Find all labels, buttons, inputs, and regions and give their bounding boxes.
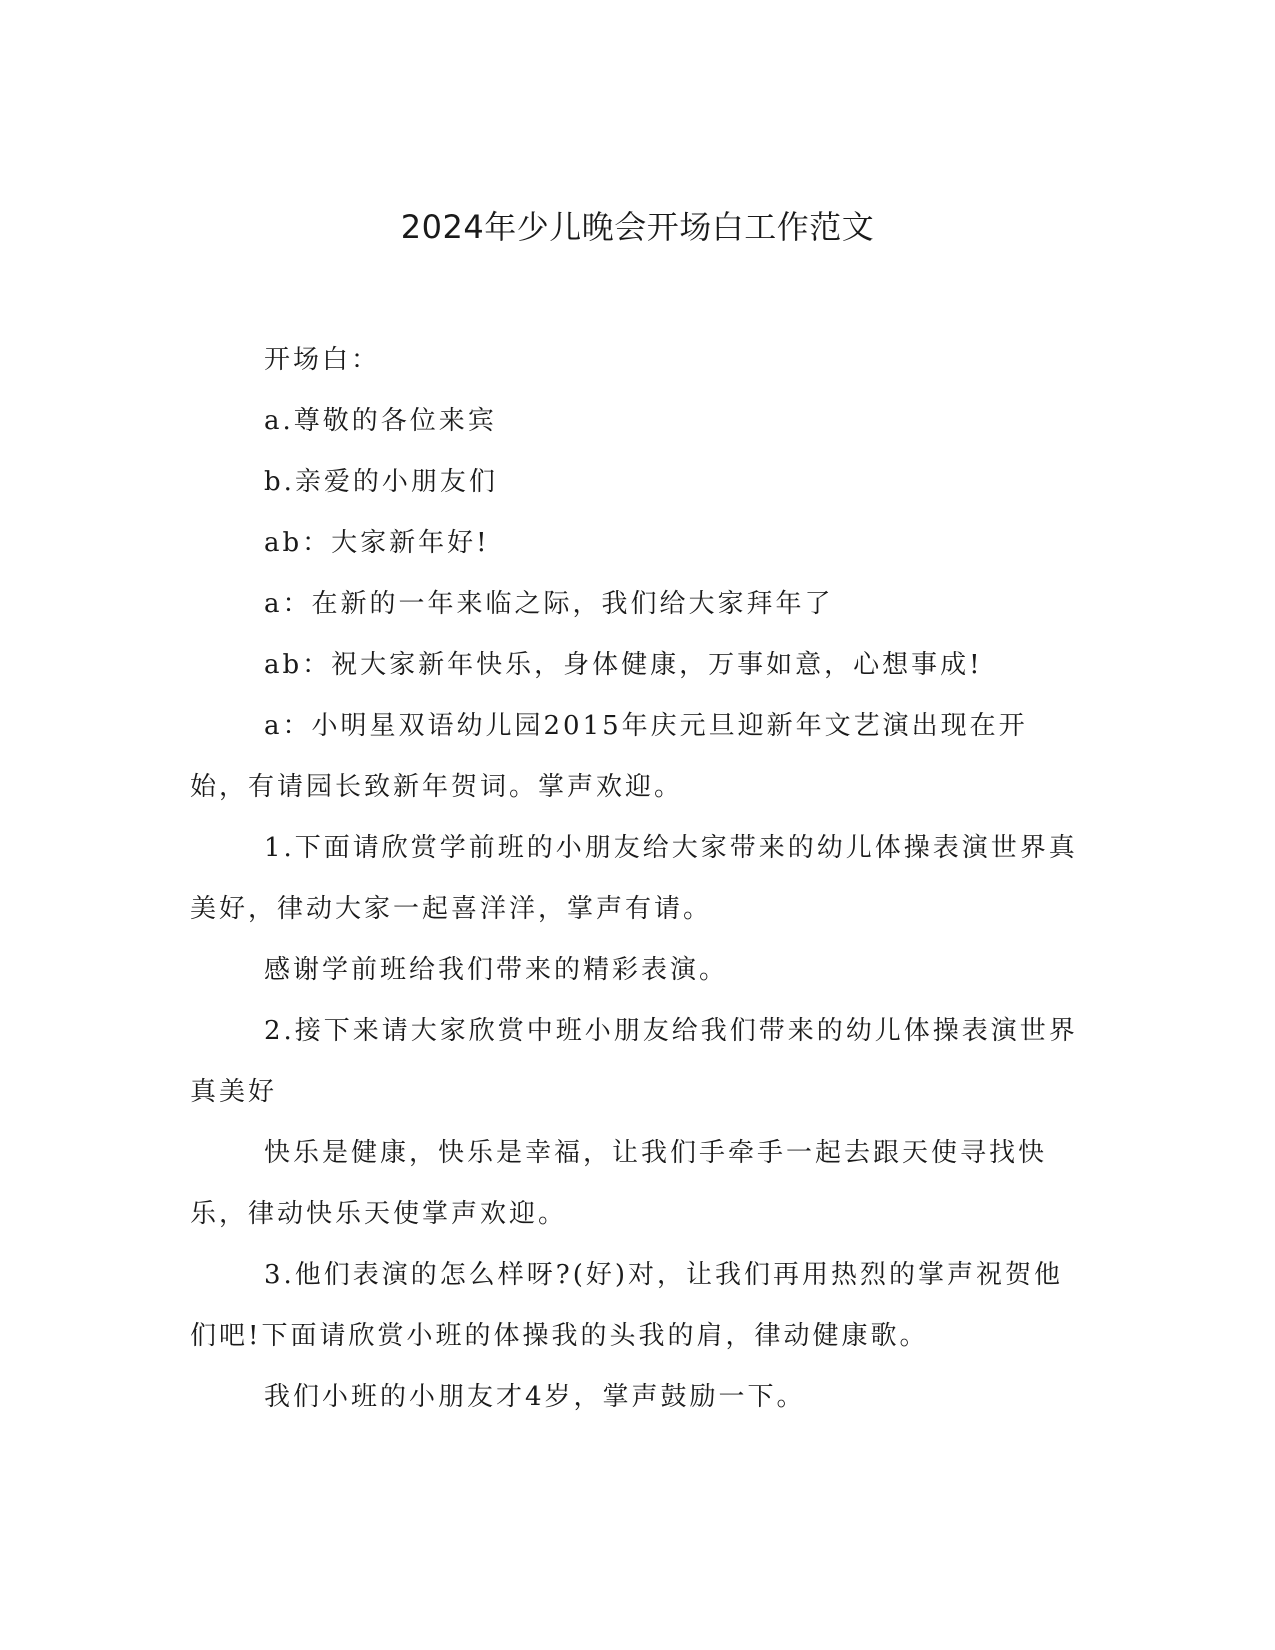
document-body bbox=[190, 330, 1080, 1428]
paragraph-ab-blessing: ab：祝大家新年快乐，身体健康，万事如意，心想事成! bbox=[264, 650, 983, 680]
paragraph-item-1: 1.下面请欣赏学前班的小朋友给大家带来的幼儿体操表演世界真美好，律动大家一起喜洋洋，掌声有请。 bbox=[190, 833, 1078, 924]
paragraph-a-greeting: a.尊敬的各位来宾 bbox=[264, 406, 497, 436]
paragraph-opening-label: 开场白： bbox=[264, 345, 381, 375]
paragraph-b-greeting: b.亲爱的小朋友们 bbox=[264, 467, 498, 497]
paragraph-item-2: 2.接下来请大家欣赏中班小朋友给我们带来的幼儿体操表演世界真美好 bbox=[190, 1016, 1078, 1107]
document-title: 2024年少儿晚会开场白工作范文 bbox=[400, 208, 875, 246]
paragraph-ab-new-year: ab：大家新年好! bbox=[264, 528, 490, 558]
paragraph-item-3: 3.他们表演的怎么样呀?(好)对，让我们再用热烈的掌声祝贺他们吧!下面请欣赏小班的体操我的头我的肩，律动健康歌。 bbox=[190, 1260, 1064, 1351]
paragraph-a-new-year-wish: a：在新的一年来临之际，我们给大家拜年了 bbox=[264, 589, 834, 619]
paragraph-happiness: 快乐是健康，快乐是幸福，让我们手牵手一起去跟天使寻找快乐，律动快乐天使掌声欢迎。 bbox=[190, 1138, 1048, 1229]
paragraph-a-event-start: a：小明星双语幼儿园2015年庆元旦迎新年文艺演出现在开始，有请园长致新年贺词。掌声欢迎。 bbox=[190, 711, 1028, 802]
paragraph-small-class: 我们小班的小朋友才4岁，掌声鼓励一下。 bbox=[264, 1382, 806, 1412]
paragraph-thanks: 感谢学前班给我们带来的精彩表演。 bbox=[264, 955, 729, 985]
